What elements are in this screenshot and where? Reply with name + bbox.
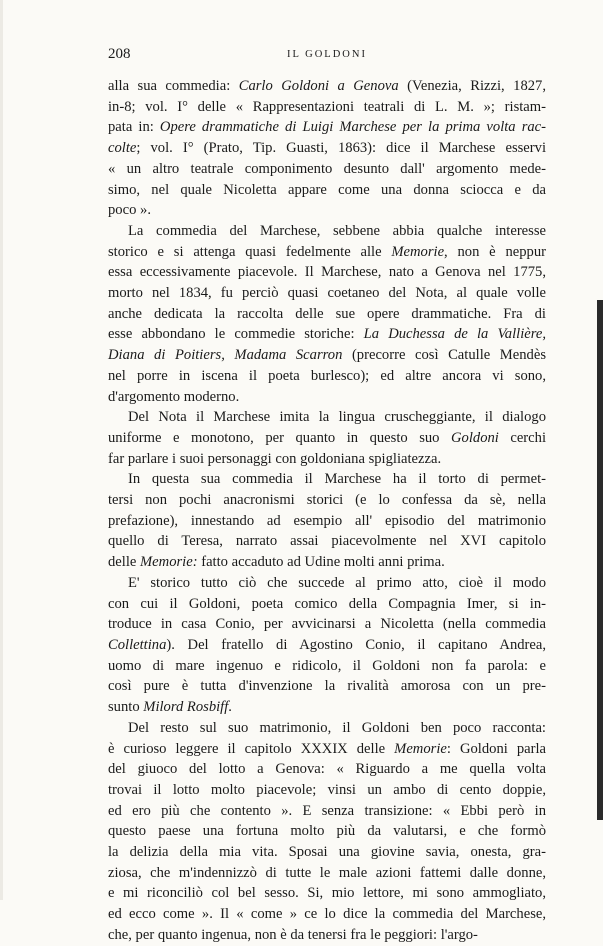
text-line (108, 780, 546, 801)
text-line (108, 387, 546, 408)
paragraph (108, 573, 546, 718)
text-run: d'argomento moderno. (108, 388, 240, 405)
text-run: , non è neppur (444, 243, 546, 260)
text-line (108, 242, 546, 263)
text-run: far parlare i suoi personaggi con goldoniana spigliatezza. (108, 450, 442, 467)
text-run: Milord Rosbiff (143, 699, 229, 716)
text-run: alla sua commedia: (108, 78, 239, 94)
text-run: storico e si attenga quasi fedelmente alle (108, 243, 392, 260)
text-run: ziosa, che m'indennizzò di tutte le male azioni fattemi dalle donne, (108, 864, 546, 881)
text-run: e mi riconciliò col bel sesso. Si, mio lettore, mi sono ammogliato, (108, 885, 546, 902)
text-run: del giuoco del lotto a Genova: « Riguardo a me quella volta (108, 761, 546, 778)
text-line (108, 863, 546, 884)
paragraph (108, 469, 546, 573)
text-line (108, 594, 546, 615)
text-run: Diana di Poitiers, Madama Scarron (108, 347, 343, 364)
text-run: poco ». (108, 202, 151, 219)
text-line (108, 490, 546, 511)
text-line (108, 573, 546, 594)
text-line (108, 159, 546, 180)
text-line (108, 76, 546, 97)
text-run: simo, nel quale Nicoletta appare come una donna sciocca e da (108, 181, 546, 198)
text-run: (Venezia, Rizzi, 1827, (398, 78, 546, 94)
page-number: 208 (108, 46, 131, 62)
text-line (108, 324, 546, 345)
text-run: morto nel 1834, fu perciò quasi coetaneo del Nota, al quale volle (108, 285, 546, 302)
text-line (108, 925, 546, 946)
text-run: La commedia del Marchese, sebbene abbia qualche interesse (128, 222, 546, 239)
text-run: anche dedicata la raccolta delle sue opere drammatiche. Fra di (108, 305, 546, 322)
text-run: Del resto sul suo matrimonio, il Goldoni ben poco racconta: (128, 719, 546, 736)
text-line (108, 739, 546, 760)
text-line (108, 97, 546, 118)
text-run: questo paese una fortuna molto più da valutarsi, e che formò (108, 823, 546, 840)
text-run: delle (108, 554, 141, 571)
text-line (108, 283, 546, 304)
text-run: pata in: (108, 119, 160, 136)
text-line (108, 842, 546, 863)
text-run: ed ecco come ». Il « come » ce lo dice la commedia del Marchese, (108, 906, 546, 923)
paragraph (108, 407, 546, 469)
text-line (108, 801, 546, 822)
text-run: . (228, 699, 232, 716)
text-line (108, 180, 546, 201)
text-run: nel porre in iscena il poeta burlesco); ed altre ancora vi sono, (108, 367, 546, 384)
text-run: Memorie (394, 740, 447, 757)
text-run: trovai il lotto molto piacevole; vinsi un ambo di cento doppie, (108, 781, 546, 798)
text-run: : Goldoni parla (446, 740, 546, 757)
text-run: colte (108, 140, 137, 157)
text-run: Opere drammatiche di Luigi Marchese per la prima volta rac- (159, 119, 547, 136)
text-run: fatto accaduto ad Udine molti anni prima. (197, 554, 445, 571)
text-run: E' storico tutto ciò che succede al primo atto, cioè il modo (128, 574, 546, 591)
text-line (108, 345, 546, 366)
text-line (108, 656, 546, 677)
text-run: ). Del fratello di Agostino Conio, il capitano Andrea, (166, 636, 546, 653)
running-title: IL GOLDONI (287, 49, 367, 60)
page-edge-shadow (597, 300, 603, 820)
text-line (108, 697, 546, 718)
text-line (108, 759, 546, 780)
text-run: la delizia della mia vita. Sposai una giovine savia, onesta, gra- (108, 844, 546, 861)
text-line (108, 904, 546, 925)
text-line (108, 883, 546, 904)
text-line (108, 531, 546, 552)
text-line (108, 428, 546, 449)
text-line (108, 552, 546, 573)
text-run: tersi non pochi anacronismi storici (e lo confessa da sè, nella (108, 492, 546, 509)
text-run: ed ero più che contento ». E senza transizione: « Ebbi però in (108, 802, 546, 819)
text-line (108, 718, 546, 739)
paragraph (108, 76, 546, 221)
text-run: « un altro teatrale componimento desunto dall' argomento mede- (108, 160, 546, 177)
text-line (108, 221, 546, 242)
text-run: così pure è tutta d'invenzione la rivalità amorosa con un pre- (108, 678, 546, 695)
text-run: Collettina (108, 636, 167, 653)
text-line (108, 117, 546, 138)
text-run: uniforme e monotono, per quanto in questo suo (108, 429, 451, 446)
text-run: La Duchessa de la Vallière, (363, 326, 547, 343)
text-line (108, 304, 546, 325)
text-run: è curioso leggere il capitolo XXXIX delle (108, 740, 395, 757)
text-run: esse abbondano le commedie storiche: (108, 326, 364, 343)
text-line (108, 469, 546, 490)
text-run: in-8; vol. I° delle « Rappresentazioni teatrali di L. M. »; ristam- (108, 98, 546, 115)
body-text (108, 76, 546, 946)
text-run: che, per quanto ingenua, non è da tenersi fra le peggiori: l'argo- (108, 926, 478, 943)
text-run: In questa sua commedia il Marchese ha il torto di permet- (128, 471, 546, 488)
text-run: Memorie: (140, 554, 198, 571)
text-line (108, 138, 546, 159)
text-run: (precorre così Catulle Mendès (342, 347, 547, 364)
text-run: ; vol. I° (Prato, Tip. Guasti, 1863): dice il Marchese esservi (136, 140, 546, 157)
text-run: Carlo Goldoni a Genova (238, 78, 399, 94)
text-run: Memorie (391, 243, 445, 260)
text-line (108, 511, 546, 532)
text-run: cerchi (498, 429, 547, 446)
text-run: essa eccessivamente piacevole. Il Marchese, nato a Genova nel 1775, (108, 264, 546, 281)
text-run: sunto (108, 699, 144, 716)
text-line (108, 821, 546, 842)
paragraph (108, 221, 546, 407)
text-line (108, 262, 546, 283)
text-run: quello di Teresa, narrato assai piacevolmente nel XVI capitolo (108, 533, 546, 550)
text-line (108, 614, 546, 635)
text-line (108, 366, 546, 387)
paragraph (108, 718, 546, 946)
text-line (108, 449, 546, 470)
text-run: prefazione), innestando ad esempio all' episodio del matrimonio (108, 512, 546, 529)
text-run: con cui il Goldoni, poeta comico della Compagnia Imer, si in- (108, 595, 546, 612)
page-edge-left (0, 0, 3, 900)
page-header (108, 46, 546, 66)
text-line (108, 407, 546, 428)
text-line (108, 635, 546, 656)
text-run: Del Nota il Marchese imita la lingua cruscheggiante, il dialogo (128, 409, 546, 426)
text-run: uomo di mare ingenuo e ridicolo, il Goldoni non fa parola: e (108, 657, 546, 674)
text-run: Goldoni (451, 429, 499, 446)
text-line (108, 200, 546, 221)
text-line (108, 676, 546, 697)
text-run: troduce in casa Conio, per avvicinarsi a Nicoletta (nella commedia (108, 616, 546, 633)
